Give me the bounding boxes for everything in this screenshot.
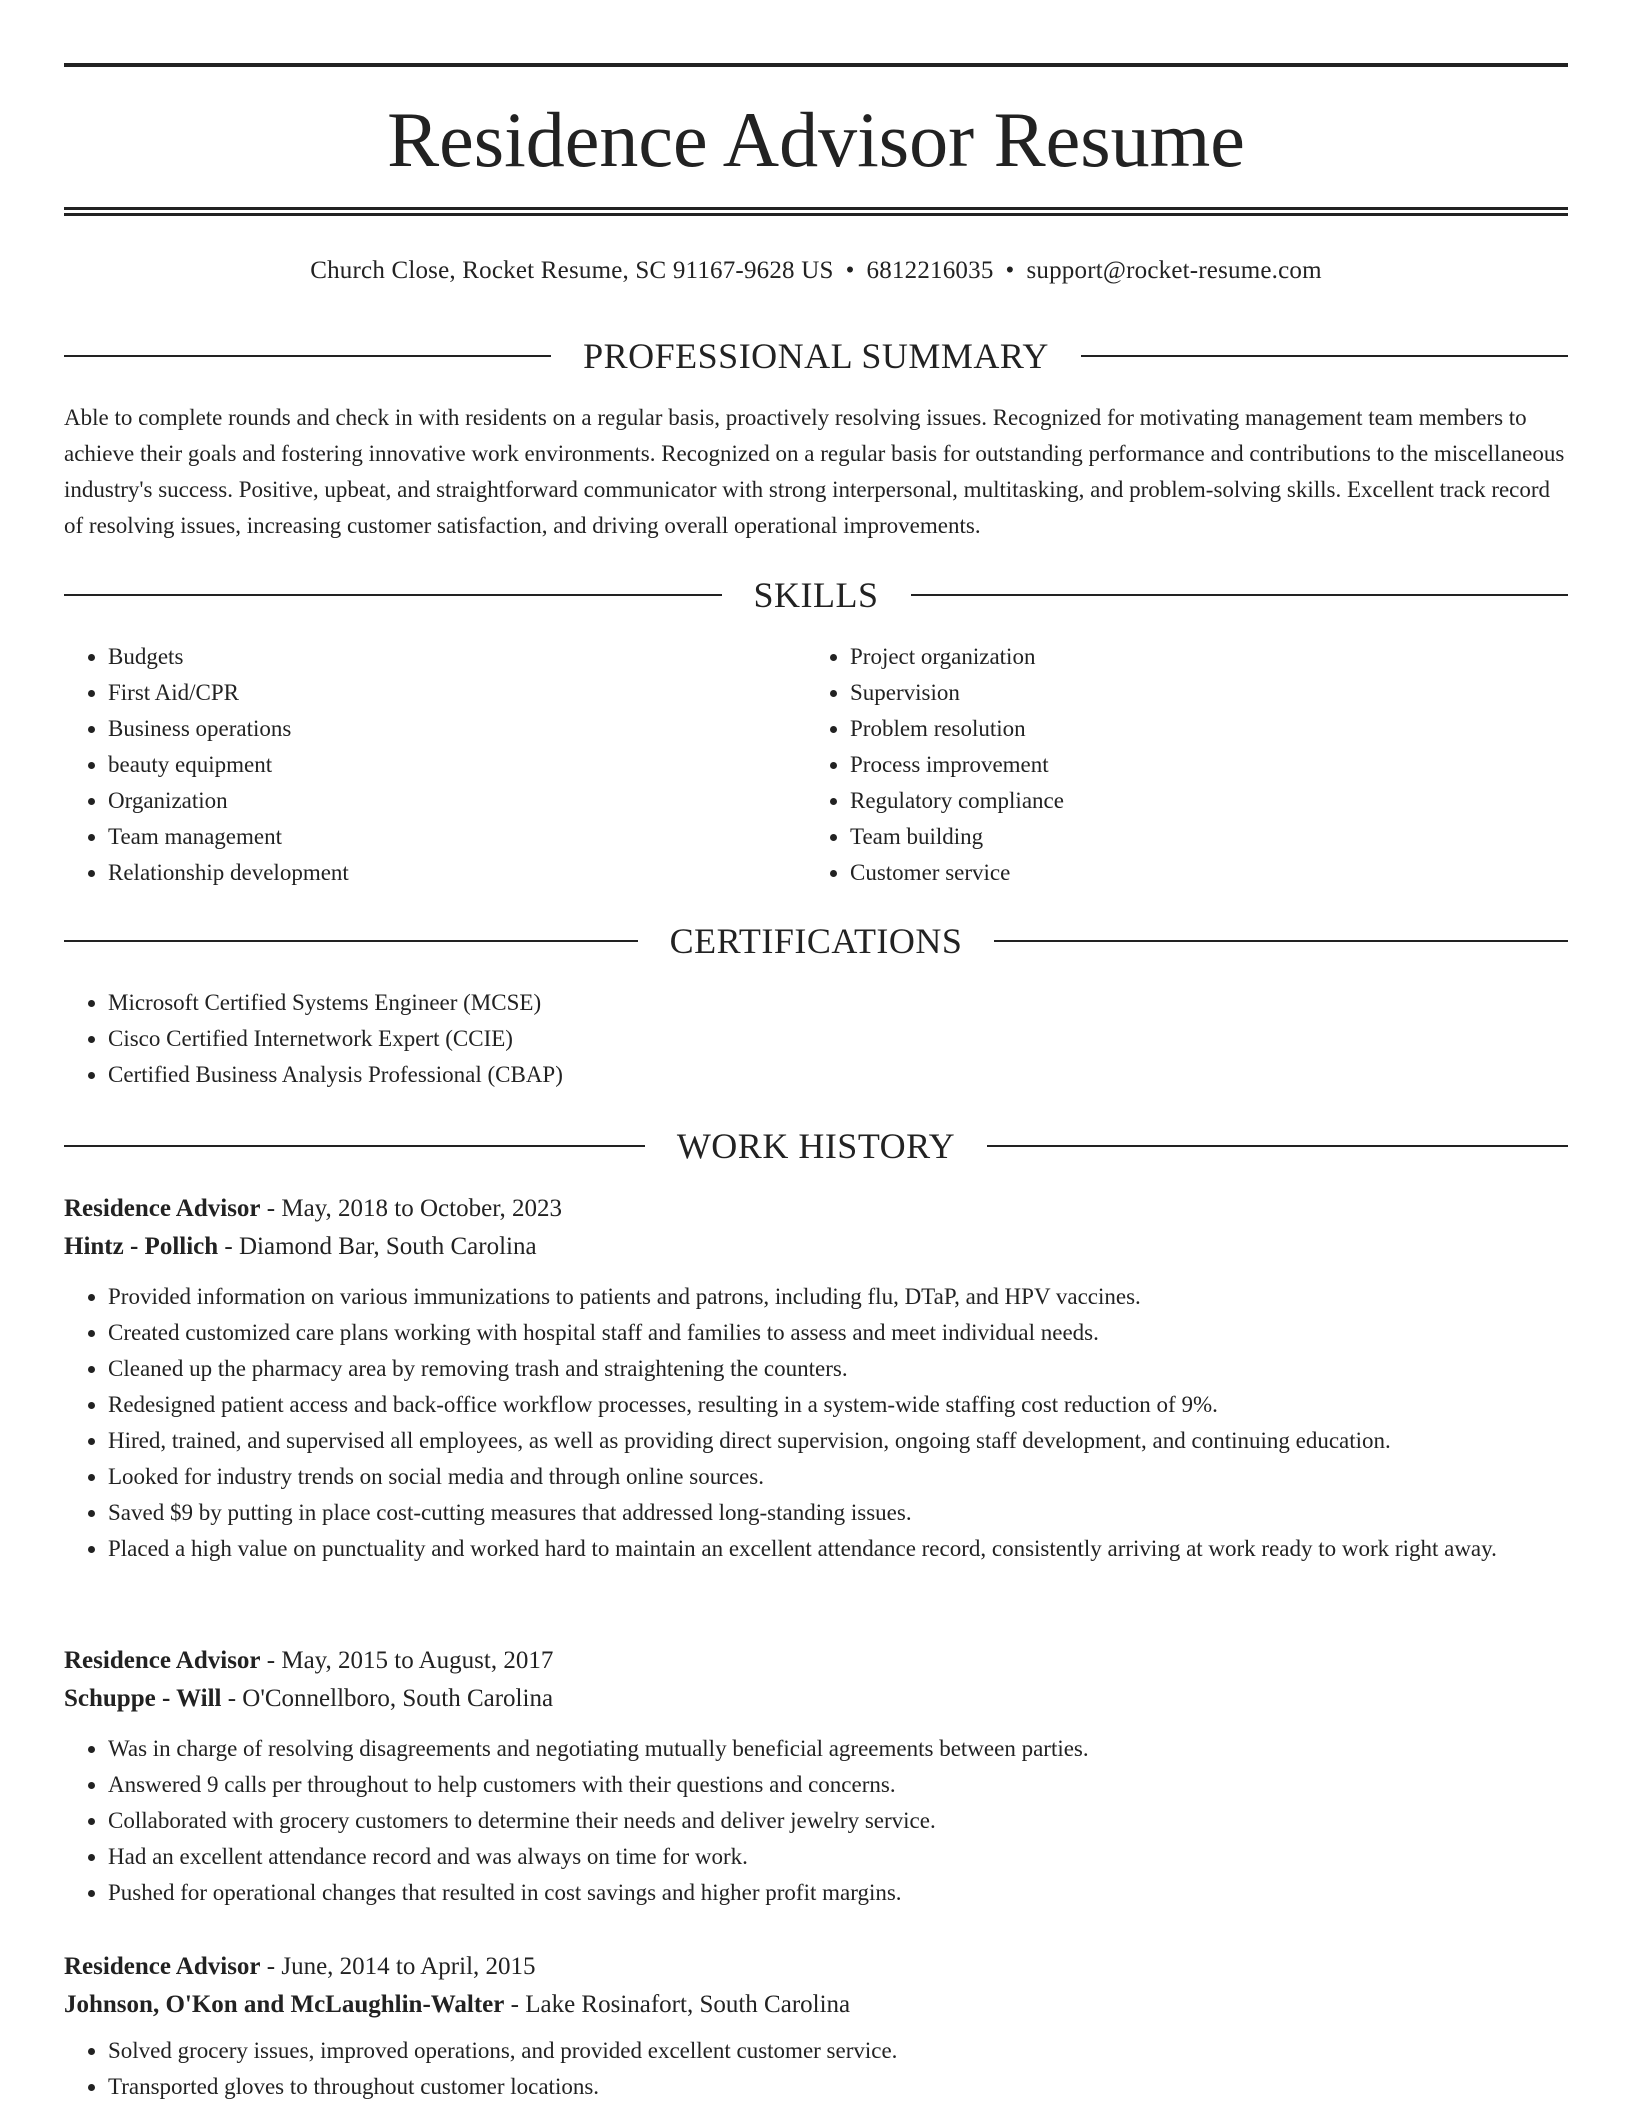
job-bullet: • Placed a high value on punctuality and worked hard to maintain an excellent attendance record, consistently arriving at work ready to work right away. <box>108 1531 1568 1567</box>
job-bullet: • Was in charge of resolving disagreements and negotiating mutually beneficial agreements between parties. <box>108 1731 1568 1767</box>
job-bullet: • Transported gloves to throughout customer locations. <box>108 2069 1568 2105</box>
job-location: - O'Connellboro, South Carolina <box>221 1685 554 1712</box>
job-dates: - June, 2014 to April, 2015 <box>260 1953 536 1980</box>
certification-item: • Cisco Certified Internetwork Expert (CCIE) <box>108 1021 1568 1057</box>
job-company: Schuppe - Will <box>64 1685 222 1712</box>
title-double-rule <box>64 207 1568 216</box>
job-company-line <box>64 1228 1568 1266</box>
job-bullet: • Cleaned up the pharmacy area by removing trash and straightening the counters. <box>108 1351 1568 1387</box>
job-entry <box>64 1190 1568 1567</box>
job-title: Residence Advisor <box>64 1195 261 1222</box>
section-title-certifications: CERTIFICATIONS <box>669 921 963 961</box>
section-rule <box>911 594 1569 596</box>
job-title-line <box>64 1642 1568 1680</box>
job-entry <box>64 1642 1568 1911</box>
job-bullet: • Provided information on various immunizations to patients and patrons, including flu, DTaP, and HPV vaccines. <box>108 1279 1568 1315</box>
skill-item: • Regulatory compliance <box>850 783 1548 819</box>
contact-line <box>64 253 1568 289</box>
contact-separator: • <box>845 257 855 284</box>
section-rule <box>994 940 1568 942</box>
section-rule <box>64 940 638 942</box>
section-rule <box>64 1145 645 1147</box>
job-bullet: • Pushed for operational changes that resulted in cost savings and higher profit margins. <box>108 1875 1568 1911</box>
skill-item: • Team building <box>850 819 1548 855</box>
job-location: - Lake Rosinafort, South Carolina <box>504 1991 851 2018</box>
section-header-certifications <box>64 919 1568 963</box>
job-bullet: • Had an excellent attendance record and was always on time for work. <box>108 1839 1568 1875</box>
job-location: - Diamond Bar, South Carolina <box>218 1233 537 1260</box>
job-title-line <box>64 1948 1568 1986</box>
section-header-skills <box>64 573 1568 617</box>
skills-column-right <box>806 639 1548 891</box>
skill-item: • Problem resolution <box>850 711 1548 747</box>
skill-item: • Supervision <box>850 675 1548 711</box>
contact-phone: 6812216035 <box>866 257 994 284</box>
job-bullet: • Answered 9 calls per throughout to help customers with their questions and concerns. <box>108 1767 1568 1803</box>
job-bullet: • Created customized care plans working with hospital staff and families to assess and meet individual needs. <box>108 1315 1568 1351</box>
section-header-work-history <box>64 1124 1568 1168</box>
section-title-summary: PROFESSIONAL SUMMARY <box>583 336 1049 376</box>
job-bullet: • Looked for industry trends on social media and through online sources. <box>108 1459 1568 1495</box>
section-header-summary <box>64 334 1568 378</box>
job-company-line <box>64 1986 1568 2024</box>
contact-separator: • <box>1005 257 1015 284</box>
job-entry <box>64 1948 1568 2105</box>
job-bullet: • Hired, trained, and supervised all employees, as well as providing direct supervision, ongoing staff development, and continuing education. <box>108 1423 1568 1459</box>
section-title-skills: SKILLS <box>753 575 879 615</box>
job-company-line <box>64 1680 1568 1718</box>
job-company: Hintz - Pollich <box>64 1233 219 1260</box>
certifications-list <box>64 985 1568 1093</box>
job-title-line <box>64 1190 1568 1228</box>
job-bullets <box>64 1279 1568 1567</box>
job-bullet: • Redesigned patient access and back-office workflow processes, resulting in a system-wide staffing cost reduction of 9%. <box>108 1387 1568 1423</box>
skills-list <box>64 639 1568 891</box>
section-rule <box>987 1145 1568 1147</box>
skill-item: • Business operations <box>108 711 806 747</box>
skills-column-left <box>64 639 806 891</box>
skill-item: • Process improvement <box>850 747 1548 783</box>
job-company: Johnson, O'Kon and McLaughlin-Walter <box>64 1991 505 2018</box>
job-title: Residence Advisor <box>64 1953 261 1980</box>
skill-item: • Customer service <box>850 855 1548 891</box>
section-rule <box>1081 355 1568 357</box>
skill-item: • Project organization <box>850 639 1548 675</box>
job-bullets <box>64 2033 1568 2105</box>
contact-address: Church Close, Rocket Resume, SC 91167-9628 US <box>310 257 834 284</box>
job-title: Residence Advisor <box>64 1647 261 1674</box>
job-bullet: • Collaborated with grocery customers to determine their needs and deliver jewelry service. <box>108 1803 1568 1839</box>
top-rule <box>64 63 1568 67</box>
skill-item: • First Aid/CPR <box>108 675 806 711</box>
certification-item: • Certified Business Analysis Professional (CBAP) <box>108 1057 1568 1093</box>
skill-item: • Organization <box>108 783 806 819</box>
section-rule <box>64 594 722 596</box>
section-title-work-history: WORK HISTORY <box>676 1126 956 1166</box>
skill-item: • Team management <box>108 819 806 855</box>
job-bullet: • Solved grocery issues, improved operations, and provided excellent customer service. <box>108 2033 1568 2069</box>
job-bullets <box>64 1731 1568 1911</box>
certification-item: • Microsoft Certified Systems Engineer (MCSE) <box>108 985 1568 1021</box>
job-dates: - May, 2015 to August, 2017 <box>260 1647 554 1674</box>
job-bullet: • Saved $9 by putting in place cost-cutting measures that addressed long-standing issues. <box>108 1495 1568 1531</box>
skill-item: • beauty equipment <box>108 747 806 783</box>
summary-text: Able to complete rounds and check in with residents on a regular basis, proactively resolving issues. Recognized for motivating management team members to achieve their goals and fostering innovative work environments. Recognized on a regular basis for outstanding performance and contributions to the miscellaneous industry's success. Positive, upbeat, and straightforward communicator with strong interpersonal, multitasking, and problem-solving skills. Excellent track record of resolving issues, increasing customer satisfaction, and driving overall operational improvements. <box>64 405 1565 538</box>
section-rule <box>64 355 551 357</box>
contact-email: support@rocket-resume.com <box>1026 257 1322 284</box>
skill-item: • Budgets <box>108 639 806 675</box>
page-title: Residence Advisor Resume <box>387 96 1245 183</box>
skill-item: • Relationship development <box>108 855 806 891</box>
job-dates: - May, 2018 to October, 2023 <box>260 1195 563 1222</box>
